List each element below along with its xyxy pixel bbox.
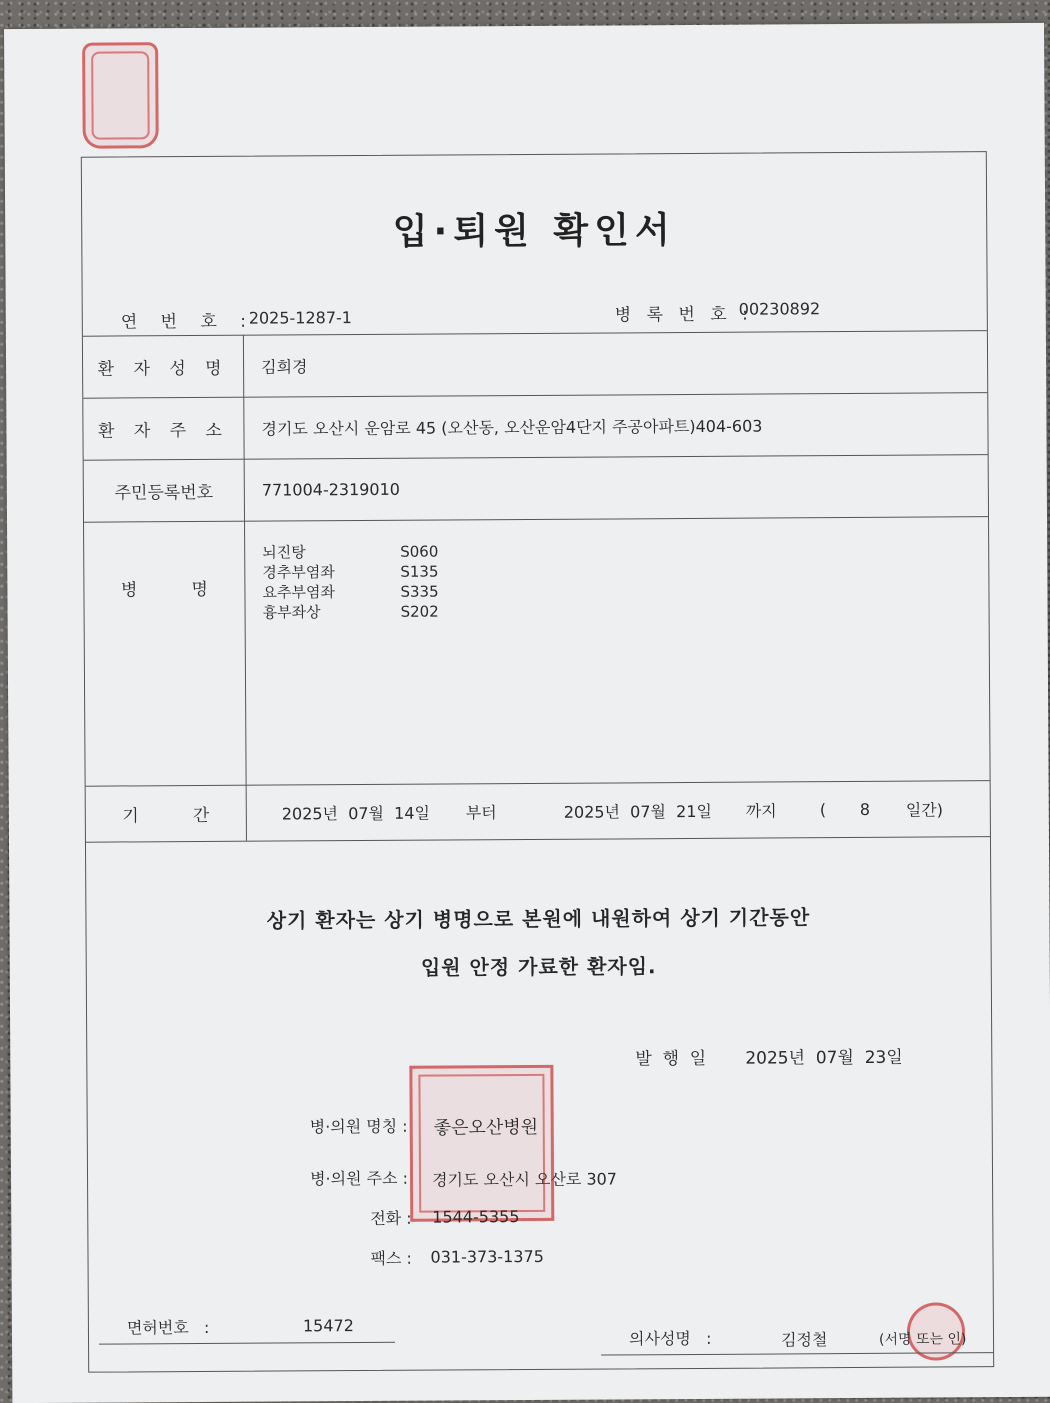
diagnosis-label: 병 명 — [120, 579, 208, 601]
period-label: 기 간 — [122, 805, 210, 826]
hospital-fax: 031-373-1375 — [430, 1246, 544, 1267]
diagnosis-list — [262, 542, 439, 623]
hospital-phone-label: 전화 : — [370, 1208, 412, 1228]
hospital-address: 경기도 오산시 오산로 307 — [431, 1169, 618, 1190]
hospital-name: 좋은오산병원 — [433, 1116, 539, 1139]
license-value: 15472 — [302, 1316, 354, 1336]
diagnosis-item — [262, 562, 438, 583]
statement-line-1: 상기 환자는 상기 병명으로 본원에 내원하여 상기 기간동안 — [266, 905, 811, 933]
period-days-suffix: 일간) — [905, 799, 944, 820]
admission-discharge-form — [81, 151, 994, 1373]
diagnosis-code: S335 — [400, 582, 439, 601]
diagnosis-code: S060 — [400, 542, 439, 561]
issue-label: 발 행 일 — [635, 1048, 707, 1070]
serial-label: 연 번 호 : — [120, 311, 256, 333]
hospital-address-label: 병·의원 주소 : — [309, 1168, 409, 1189]
patient-address: 경기도 오산시 운암로 45 (오산동, 오산운암4단지 주공아파트)404-603 — [261, 416, 763, 439]
period-end: 2025년 07월 21일 — [563, 801, 713, 822]
record-value: 00230892 — [738, 299, 821, 319]
record-label: 병 록 번 호 : — [614, 304, 753, 326]
hospital-fax-label: 팩스 : — [370, 1248, 412, 1268]
sign-note: (서명 또는 인) — [878, 1331, 967, 1348]
license-underline — [99, 1342, 395, 1345]
period-until: 까지 — [745, 800, 777, 821]
hospital-name-label: 병·의원 명칭 : — [309, 1116, 408, 1137]
doctor-label: 의사성명 : — [628, 1328, 712, 1349]
hospital-seal-top — [82, 42, 159, 148]
period-start: 2025년 07월 14일 — [281, 803, 431, 823]
diagnosis-name: 경추부염좌 — [262, 563, 335, 582]
address-row — [83, 392, 987, 461]
diagnosis-item — [262, 542, 438, 563]
rrn-row — [84, 454, 988, 523]
diagnosis-row — [84, 516, 990, 787]
document-title: 입·퇴원 확인서 — [392, 210, 676, 253]
diagnosis-name: 뇌진탕 — [262, 543, 306, 562]
diagnosis-code: S135 — [400, 562, 439, 581]
address-label: 환 자 주 소 — [97, 420, 229, 442]
rrn-label: 주민등록번호 — [114, 482, 214, 504]
issue-date: 2025년 07월 23일 — [745, 1047, 903, 1069]
doctor-name: 김정철 — [780, 1330, 828, 1350]
diagnosis-name: 요추부염좌 — [262, 583, 335, 602]
diagnosis-name: 흉부좌상 — [262, 603, 321, 622]
period-days: 8 — [859, 799, 871, 819]
license-label: 면허번호 : — [126, 1317, 210, 1338]
patient-name: 김희경 — [261, 356, 308, 377]
patient-name-label: 환 자 성 명 — [97, 358, 229, 380]
statement-line-2: 입원 안정 가료한 환자임. — [420, 954, 657, 980]
period-from: 부터 — [465, 802, 497, 822]
serial-row — [83, 272, 987, 337]
patient-name-row — [83, 330, 987, 399]
period-row — [86, 780, 990, 843]
period-open-paren: ( — [819, 799, 827, 819]
hospital-phone: 1544-5355 — [432, 1207, 520, 1227]
diagnosis-item — [263, 602, 439, 623]
diagnosis-code: S202 — [400, 602, 439, 621]
document-paper — [4, 23, 1050, 1403]
diagnosis-item — [262, 582, 438, 603]
hospital-seal-square — [409, 1065, 554, 1222]
serial-value: 2025-1287-1 — [248, 308, 353, 328]
rrn-value: 771004-2319010 — [261, 479, 400, 500]
